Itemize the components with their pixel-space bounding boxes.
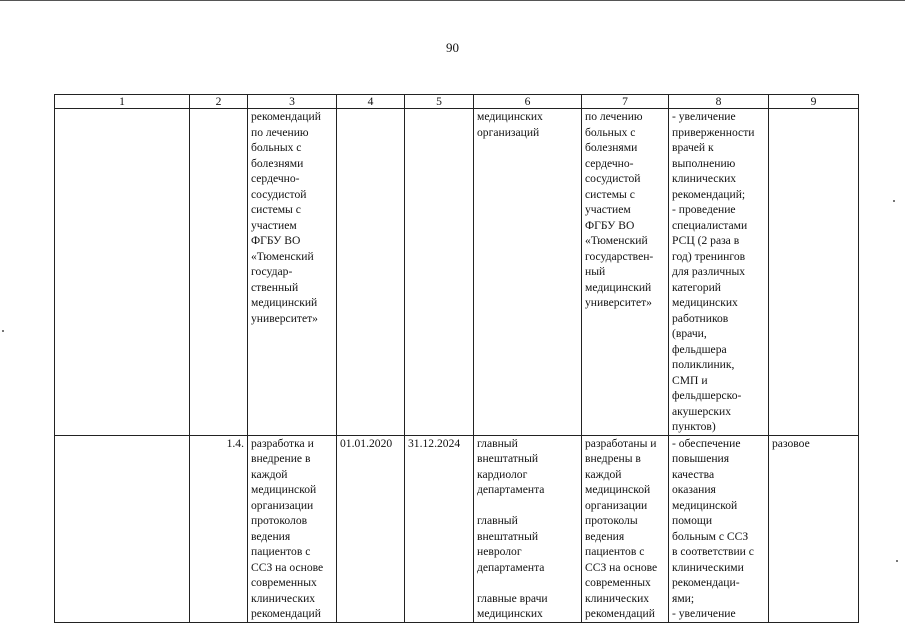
- cell-periodicity: [769, 109, 859, 436]
- cell-activity: разработка и внедрение в каждой медицинской организации протоколов ведения пациентов с ССЗ на основе современных клинических рекомендаций: [248, 435, 337, 622]
- cell-number: 1.4.: [190, 435, 248, 622]
- cell-responsible: главный внештатный кардиолог департамента главный внештатный невролог департамента главные врачи медицинских: [474, 435, 582, 622]
- column-header: 4: [337, 95, 405, 109]
- cell-periodicity: разовое: [769, 435, 859, 622]
- cell-effect: - обеспечение повышения качества оказания медицинской помощи больным с ССЗ в соответствии с клиническими рекомендаци- ями; - увеличение: [669, 435, 769, 622]
- scan-artifact: [893, 200, 895, 202]
- cell-effect: - увеличение приверженности врачей к выполнению клинических рекомендаций; - проведение специалистами РСЦ (2 раза в год) тренингов для различных категорий медицинских работников (врачи, фельдшера поликлиник, СМП и фельдшерско- акушерских пунктов): [669, 109, 769, 436]
- cell-number: [190, 109, 248, 436]
- cell-end-date: 31.12.2024: [405, 435, 474, 622]
- plan-table: [54, 94, 859, 623]
- scan-artifact: [896, 560, 898, 562]
- column-header: 2: [190, 95, 248, 109]
- cell-section: [55, 435, 190, 622]
- cell-section: [55, 109, 190, 436]
- page-number: 90: [446, 40, 459, 55]
- column-header: 7: [582, 95, 669, 109]
- column-header: 9: [769, 95, 859, 109]
- cell-responsible: медицинских организаций: [474, 109, 582, 436]
- column-header: 8: [669, 95, 769, 109]
- table-row: [55, 435, 859, 622]
- table-row: [55, 109, 859, 436]
- column-header: 3: [248, 95, 337, 109]
- cell-start-date: 01.01.2020: [337, 435, 405, 622]
- column-header: 5: [405, 95, 474, 109]
- column-header: 6: [474, 95, 582, 109]
- cell-result: по лечению больных с болезнями сердечно- сосудистой системы с участием ФГБУ ВО «Тюменский государствен- ный медицинский университет»: [582, 109, 669, 436]
- column-header: 1: [55, 95, 190, 109]
- cell-end-date: [405, 109, 474, 436]
- cell-activity: рекомендаций по лечению больных с болезнями сердечно- сосудистой системы с участием ФГБУ ВО «Тюменский государ- ственный медицинский университет»: [248, 109, 337, 436]
- scan-artifact: [2, 330, 4, 332]
- cell-start-date: [337, 109, 405, 436]
- cell-result: разработаны и внедрены в каждой медицинской организации протоколы ведения пациентов с ССЗ на основе современных клинических рекомендаций: [582, 435, 669, 622]
- scan-top-edge: [0, 0, 905, 1]
- table-header-row: [55, 95, 859, 109]
